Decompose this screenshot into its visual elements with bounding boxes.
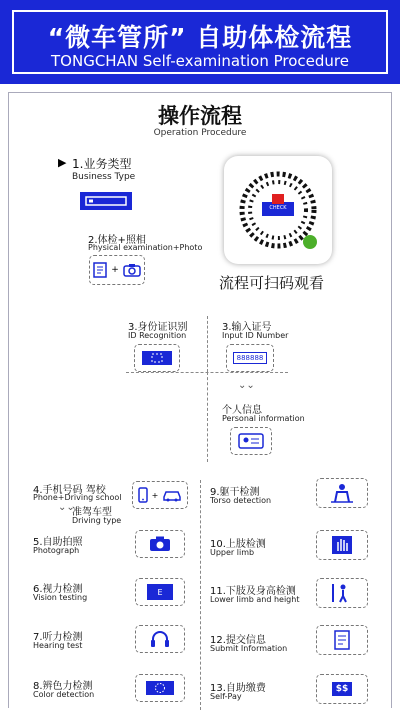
step6-label: 6.视力检测 bbox=[33, 584, 83, 595]
section-title: 操作流程 bbox=[158, 104, 242, 128]
divider-center-bottom bbox=[200, 480, 201, 710]
personal-info-en: Personal information bbox=[222, 414, 305, 423]
phone-icon bbox=[138, 487, 148, 503]
business-type-icon bbox=[80, 192, 132, 210]
personal-info-label: 个人信息 bbox=[222, 405, 262, 416]
chevron-down-icon-2: ⌄⌄ bbox=[58, 502, 75, 513]
qr-code[interactable] bbox=[224, 156, 332, 264]
step1-label: 1.业务类型 bbox=[72, 157, 132, 171]
step3b-label: 3.输入证号 bbox=[222, 322, 272, 333]
height-measure-icon bbox=[329, 583, 355, 603]
step3-en: ID Recognition bbox=[128, 331, 187, 340]
submit-box bbox=[316, 625, 368, 655]
step12-en: Submit Information bbox=[210, 644, 288, 653]
chevron-down-icon: ⌄⌄ bbox=[238, 380, 255, 391]
vision-box bbox=[135, 578, 185, 606]
step13-label: 13.自助缴费 bbox=[210, 683, 266, 694]
input-id-box bbox=[226, 344, 274, 372]
step2-en: Physical examination+Photo bbox=[88, 243, 203, 252]
step4-en: Phone+Driving school bbox=[33, 493, 122, 502]
exam-photo-box bbox=[89, 255, 145, 285]
banner-title: “微车管所” 自助体检流程 bbox=[47, 23, 353, 52]
step1-en: Business Type bbox=[72, 172, 136, 182]
headphones-icon bbox=[150, 630, 170, 648]
id-scan-icon bbox=[142, 351, 172, 365]
form-icon bbox=[93, 262, 107, 278]
step13-en: Self-Pay bbox=[210, 692, 242, 701]
upper-limb-box bbox=[316, 530, 368, 560]
header-banner bbox=[0, 0, 400, 84]
step5-en: Photograph bbox=[33, 546, 80, 555]
document-icon bbox=[334, 630, 350, 650]
step4b-label: 准驾车型 bbox=[72, 507, 112, 518]
step8-label: 8.辨色力检测 bbox=[33, 681, 93, 692]
eye-chart-icon bbox=[147, 584, 173, 600]
step9-label: 9.躯干检测 bbox=[210, 487, 260, 498]
step4-label: 4.手机号码 驾校 bbox=[33, 485, 106, 496]
car-icon bbox=[162, 488, 182, 502]
section-subtitle: Operation Procedure bbox=[153, 128, 247, 138]
photograph-box bbox=[135, 530, 185, 558]
step7-en: Hearing test bbox=[33, 641, 83, 650]
hand-icon bbox=[332, 536, 352, 554]
id-recognition-box bbox=[134, 344, 180, 372]
qr-badge-text: CHECK bbox=[269, 205, 287, 211]
step-pointer-icon: ▶ bbox=[58, 156, 67, 169]
step12-label: 12.提交信息 bbox=[210, 635, 266, 646]
color-detection-box bbox=[135, 674, 185, 702]
camera-icon bbox=[123, 263, 141, 277]
hearing-box bbox=[135, 625, 185, 653]
step3b-en: Input ID Number bbox=[222, 331, 289, 340]
step6-en: Vision testing bbox=[33, 593, 88, 602]
divider-vertical bbox=[207, 316, 208, 372]
plus-sign-2: + bbox=[151, 490, 159, 500]
self-pay-box bbox=[316, 674, 368, 704]
id-card-icon bbox=[238, 433, 264, 449]
step2-label: 2.体检+照相 bbox=[88, 235, 146, 246]
lower-limb-box bbox=[316, 578, 368, 608]
torso-icon bbox=[329, 483, 355, 503]
personal-info-box bbox=[230, 427, 272, 455]
banner-border bbox=[12, 10, 388, 74]
payment-icon: $$ bbox=[332, 682, 353, 696]
step11-en: Lower limb and height bbox=[210, 595, 300, 604]
svg-text:E: E bbox=[157, 588, 163, 597]
id-number-icon: 888888 bbox=[233, 352, 268, 364]
camera-icon-2 bbox=[149, 536, 171, 552]
step8-en: Color detection bbox=[33, 690, 95, 699]
step7-label: 7.听力检测 bbox=[33, 632, 83, 643]
step3-label: 3.身份证识别 bbox=[128, 322, 188, 333]
banner-subtitle: TONGCHAN Self-examination Procedure bbox=[51, 52, 349, 70]
color-chart-icon bbox=[146, 681, 174, 695]
step10-label: 10.上肢检测 bbox=[210, 539, 266, 550]
plus-sign: + bbox=[111, 265, 119, 275]
step4b-en: Driving type bbox=[72, 516, 122, 525]
step5-label: 5.自助拍照 bbox=[33, 537, 83, 548]
torso-box bbox=[316, 478, 368, 508]
divider-vertical-2 bbox=[207, 372, 208, 462]
phone-school-box bbox=[132, 481, 188, 509]
step10-en: Upper limb bbox=[210, 548, 255, 557]
step9-en: Torso detection bbox=[210, 496, 272, 505]
scan-caption: 流程可扫码观看 bbox=[219, 274, 325, 292]
step11-label: 11.下肢及身高检测 bbox=[210, 586, 296, 597]
